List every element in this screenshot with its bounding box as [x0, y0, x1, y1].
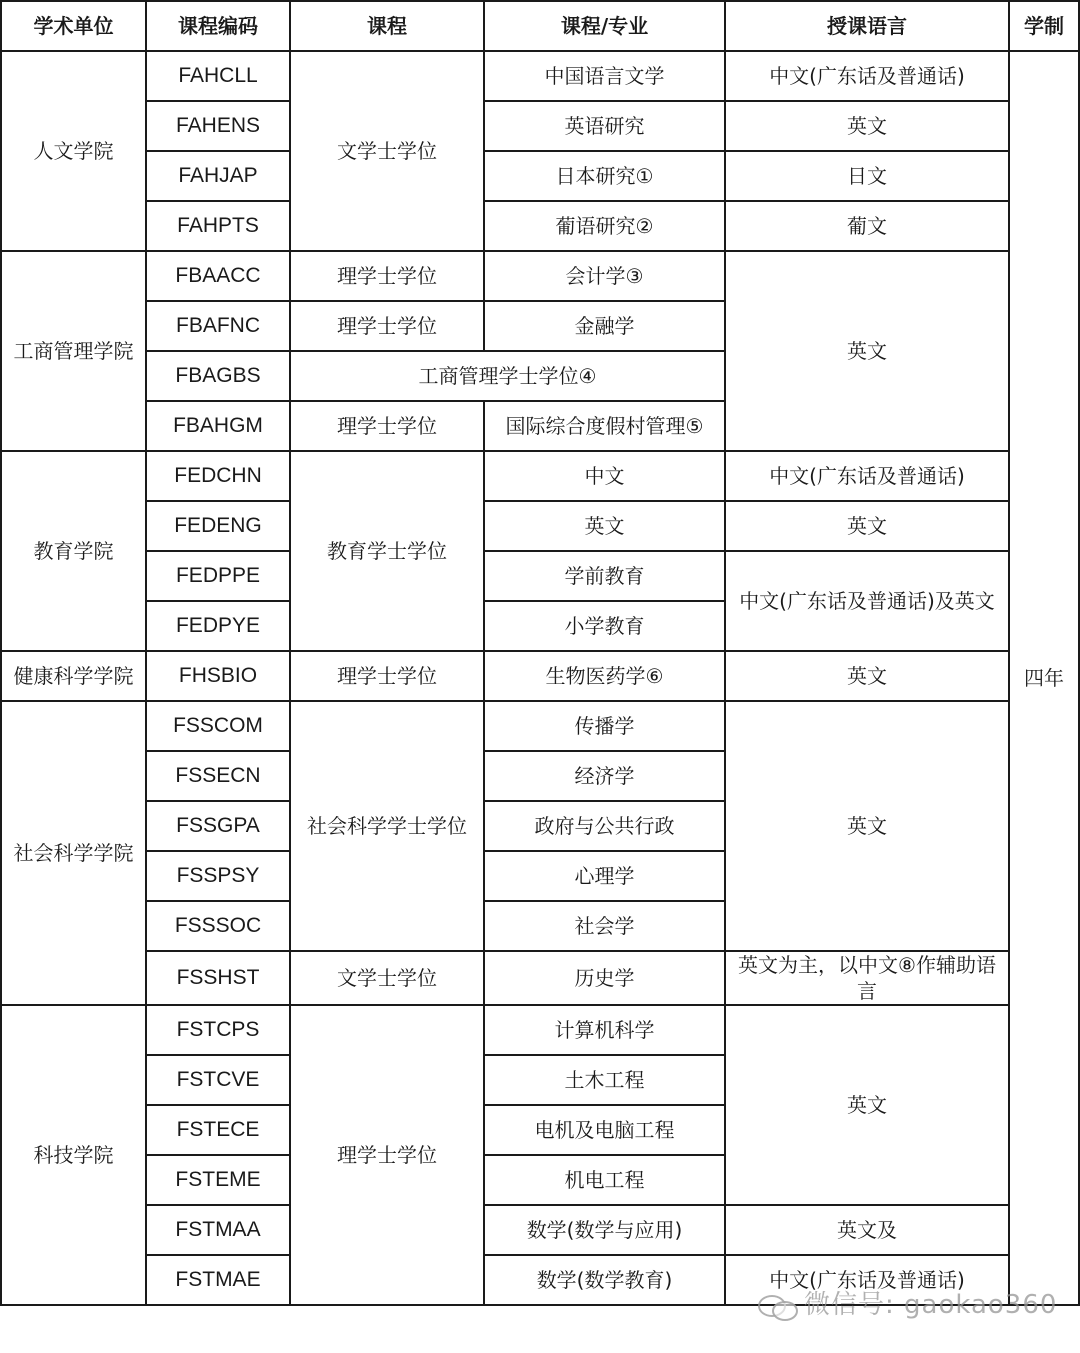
- code-cell: FHSBIO: [146, 651, 290, 701]
- degree-cell: 理学士学位: [290, 401, 484, 451]
- table-row: [1, 701, 1079, 751]
- major-cell: 计算机科学: [484, 1005, 725, 1055]
- major-cell: 生物医药学⑥: [484, 651, 725, 701]
- code-cell: FSTMAA: [146, 1205, 290, 1255]
- language-cell: 日文: [725, 151, 1009, 201]
- code-cell: FSSHST: [146, 951, 290, 1005]
- header-degree: 课程: [290, 1, 484, 51]
- code-cell: FAHJAP: [146, 151, 290, 201]
- code-cell: FAHENS: [146, 101, 290, 151]
- major-cell: 社会学: [484, 901, 725, 951]
- code-cell: FSTMAE: [146, 1255, 290, 1305]
- code-cell: FSSCOM: [146, 701, 290, 751]
- major-cell: 机电工程: [484, 1155, 725, 1205]
- table-row: [1, 51, 1079, 101]
- code-cell: FBAHGM: [146, 401, 290, 451]
- major-cell: 数学(数学教育): [484, 1255, 725, 1305]
- language-cell: 英文: [725, 651, 1009, 701]
- code-cell: FBAACC: [146, 251, 290, 301]
- language-cell: 中文(广东话及普通话): [725, 51, 1009, 101]
- watermark: [758, 1284, 1057, 1321]
- header-code: 课程编码: [146, 1, 290, 51]
- major-cell: 中国语言文学: [484, 51, 725, 101]
- major-cell: 经济学: [484, 751, 725, 801]
- table-row: [1, 151, 1079, 201]
- code-cell: FSSPSY: [146, 851, 290, 901]
- major-cell: 心理学: [484, 851, 725, 901]
- degree-cell: 工商管理学士学位④: [290, 351, 725, 401]
- language-cell: 中文(广东话及普通话)及英文: [725, 551, 1009, 651]
- code-cell: FSSECN: [146, 751, 290, 801]
- duration-cell: 四年: [1009, 51, 1079, 1305]
- header-major: 课程/专业: [484, 1, 725, 51]
- code-cell: FEDCHN: [146, 451, 290, 501]
- major-cell: 英语研究: [484, 101, 725, 151]
- code-cell: FAHCLL: [146, 51, 290, 101]
- major-cell: 中文: [484, 451, 725, 501]
- table-row: [1, 1005, 1079, 1055]
- code-cell: FSTCVE: [146, 1055, 290, 1105]
- code-cell: FBAFNC: [146, 301, 290, 351]
- language-cell: 英文: [725, 501, 1009, 551]
- language-cell: 英文为主，以中文⑧作辅助语言: [725, 951, 1009, 1005]
- degree-cell: 理学士学位: [290, 251, 484, 301]
- language-cell: 英文及: [725, 1205, 1009, 1255]
- language-cell: 英文: [725, 701, 1009, 951]
- major-cell: 数学(数学与应用): [484, 1205, 725, 1255]
- header-faculty: 学术单位: [1, 1, 146, 51]
- table-row: [1, 951, 1079, 1005]
- table-row: [1, 1205, 1079, 1255]
- code-cell: FSTEME: [146, 1155, 290, 1205]
- faculty-cell: 教育学院: [1, 451, 146, 651]
- table-row: [1, 651, 1079, 701]
- header-row: [1, 1, 1079, 51]
- code-cell: FSTECE: [146, 1105, 290, 1155]
- major-cell: 历史学: [484, 951, 725, 1005]
- table-row: [1, 251, 1079, 301]
- major-cell: 小学教育: [484, 601, 725, 651]
- major-cell: 金融学: [484, 301, 725, 351]
- major-cell: 葡语研究②: [484, 201, 725, 251]
- code-cell: FSTCPS: [146, 1005, 290, 1055]
- table-row: [1, 501, 1079, 551]
- language-cell: 葡文: [725, 201, 1009, 251]
- language-cell: 英文: [725, 1005, 1009, 1205]
- faculty-cell: 工商管理学院: [1, 251, 146, 451]
- code-cell: FBAGBS: [146, 351, 290, 401]
- code-cell: FAHPTS: [146, 201, 290, 251]
- header-duration: 学制: [1009, 1, 1079, 51]
- faculty-cell: 科技学院: [1, 1005, 146, 1305]
- major-cell: 学前教育: [484, 551, 725, 601]
- code-cell: FEDPPE: [146, 551, 290, 601]
- code-cell: FSSGPA: [146, 801, 290, 851]
- degree-cell: 文学士学位: [290, 51, 484, 251]
- degree-cell: 文学士学位: [290, 951, 484, 1005]
- table-row: [1, 201, 1079, 251]
- code-cell: FEDPYE: [146, 601, 290, 651]
- degree-cell: 理学士学位: [290, 301, 484, 351]
- watermark-text: 微信号: gaokao360: [804, 1290, 1058, 1320]
- code-cell: FSSSOC: [146, 901, 290, 951]
- degree-cell: 教育学士学位: [290, 451, 484, 651]
- major-cell: 国际综合度假村管理⑤: [484, 401, 725, 451]
- major-cell: 电机及电脑工程: [484, 1105, 725, 1155]
- header-language: 授课语言: [725, 1, 1009, 51]
- degree-cell: 社会科学学士学位: [290, 701, 484, 951]
- code-cell: FEDENG: [146, 501, 290, 551]
- table-row: [1, 451, 1079, 501]
- language-cell: 中文(广东话及普通话): [725, 451, 1009, 501]
- table-row: [1, 551, 1079, 601]
- major-cell: 会计学③: [484, 251, 725, 301]
- major-cell: 土木工程: [484, 1055, 725, 1105]
- language-cell: 中文(广东话及普通话): [725, 1255, 1009, 1305]
- degree-cell: 理学士学位: [290, 1005, 484, 1305]
- language-cell: 英文: [725, 101, 1009, 151]
- major-cell: 日本研究①: [484, 151, 725, 201]
- major-cell: 政府与公共行政: [484, 801, 725, 851]
- major-cell: 英文: [484, 501, 725, 551]
- wechat-icon: [758, 1293, 798, 1319]
- faculty-cell: 社会科学学院: [1, 701, 146, 1005]
- faculty-cell: 健康科学学院: [1, 651, 146, 701]
- major-cell: 传播学: [484, 701, 725, 751]
- degree-cell: 理学士学位: [290, 651, 484, 701]
- language-cell: 英文: [725, 251, 1009, 451]
- table-row: [1, 101, 1079, 151]
- faculty-cell: 人文学院: [1, 51, 146, 251]
